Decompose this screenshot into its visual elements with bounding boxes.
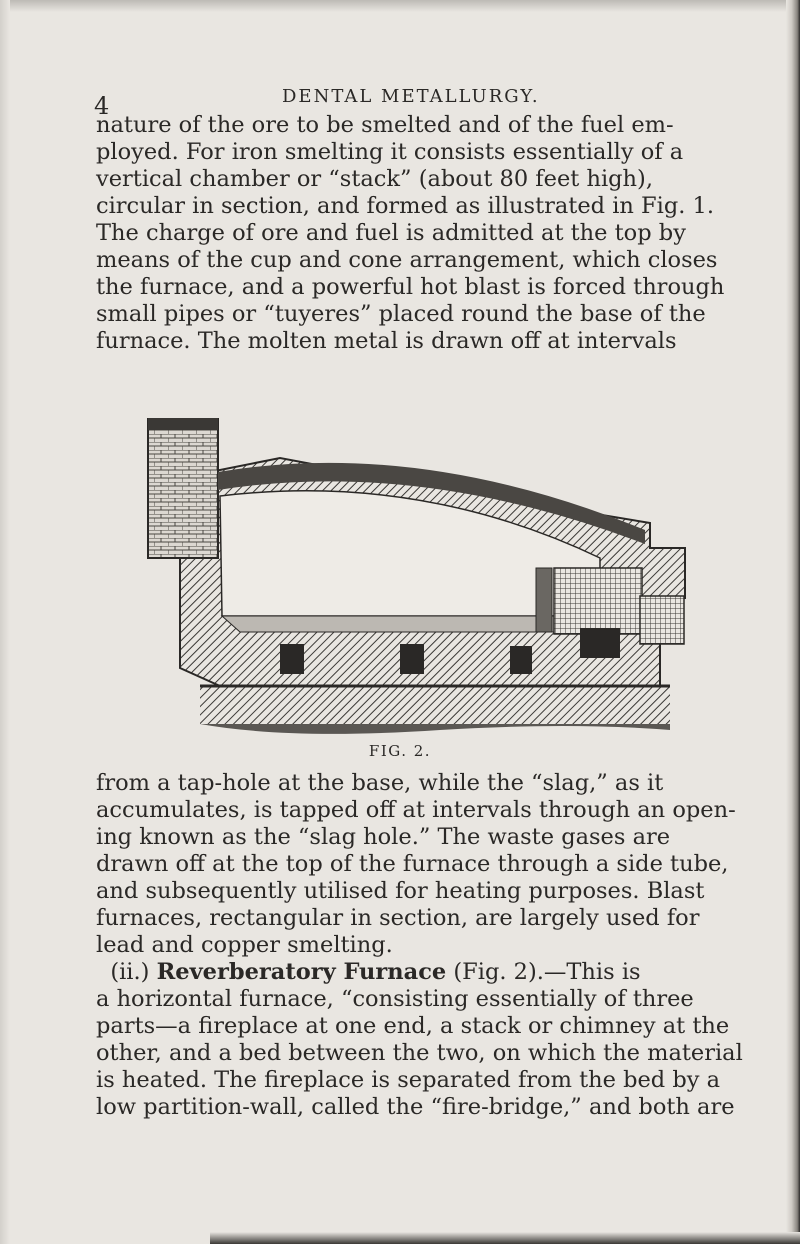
text-line: accumulates, is tapped off at intervals through an open- [96,797,736,823]
paragraph-top [96,112,725,355]
text-line: circular in section, and formed as illustrated in Fig. 1. [96,193,715,219]
ash-pit [580,628,620,658]
scan-bottom-edge [210,1232,800,1244]
text-line: vertical chamber or “stack” (about 80 feet high), [96,166,653,192]
text-line: drawn off at the top of the furnace through a side tube, [96,851,729,877]
figure-caption: FIG. 2. [368,742,432,760]
scan-right-edge [786,0,800,1244]
section-ref: (Fig. 2).—This is [453,959,641,985]
foundation-shadow [200,724,670,734]
text-line: and subsequently utilised for heating purposes. Blast [96,878,705,904]
text-line: ing known as the “slag hole.” The waste gases are [96,824,671,850]
reverberatory-furnace-illustration [140,418,700,740]
working-door [400,644,424,674]
paragraph-bottom [96,770,743,1121]
fireplace [554,568,642,634]
page-number: 4 [94,92,110,120]
text-line: a horizontal furnace, “consisting essentially of three [96,986,694,1012]
working-door [280,644,304,674]
running-head: DENTAL METALLURGY. [282,86,540,107]
text-line: furnaces, rectangular in section, are largely used for [96,905,700,931]
text-line: is heated. The fireplace is separated from the bed by a [96,1067,721,1093]
text-line: The charge of ore and fuel is admitted at the top by [96,220,686,246]
text-line: furnace. The molten metal is drawn off at intervals [96,328,677,354]
grate [640,596,684,644]
chimney-cap [148,418,218,430]
text-line: lead and copper smelting. [96,932,393,958]
text-line: small pipes or “tuyeres” placed round the base of the [96,301,706,327]
fire-bridge [536,568,552,632]
foundation [200,686,670,724]
chimney-stack [148,418,218,558]
working-door [510,646,532,674]
text-line: nature of the ore to be smelted and of the fuel em- [96,112,674,138]
furnace-figure [140,418,700,740]
section-heading-line [96,959,714,986]
text-line: from a tap-hole at the base, while the “slag,” as it [96,770,664,796]
section-number: (ii.) [110,959,150,985]
scan-top-edge [0,0,800,12]
text-line: other, and a bed between the two, on which the material [96,1040,743,1066]
section-title: Reverberatory Furnace [156,959,447,985]
text-line: low partition-wall, called the “fire-bridge,” and both are [96,1094,735,1120]
text-line: ployed. For iron smelting it consists essentially of a [96,139,684,165]
text-line: means of the cup and cone arrangement, which closes [96,247,718,273]
text-line: parts—a fireplace at one end, a stack or chimney at the [96,1013,730,1039]
text-line: the furnace, and a powerful hot blast is forced through [96,274,725,300]
scan-left-edge [0,0,10,1244]
